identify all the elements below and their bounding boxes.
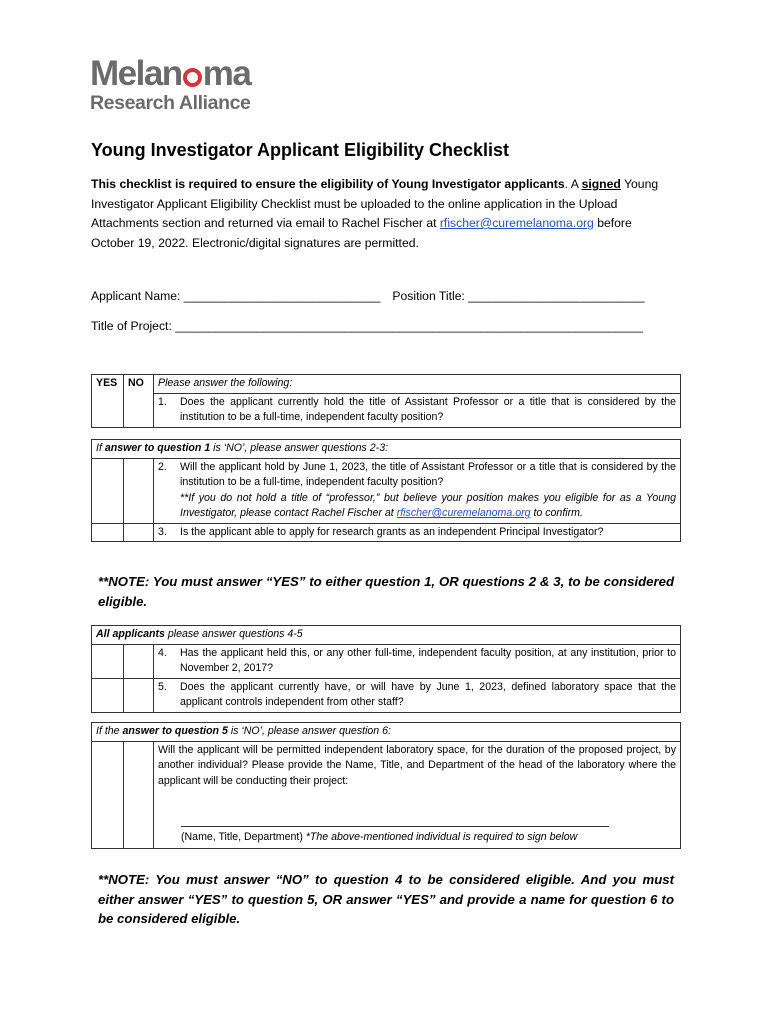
q6-no-cell[interactable]	[124, 741, 154, 848]
question-4: 4. Has the applicant held this, or any other full-time, independent faculty position, at any institution, prior to November 2, 2017?	[154, 644, 681, 678]
q6-yes-cell[interactable]	[92, 741, 124, 848]
question-3: 3. Is the applicant able to apply for research grants as an independent Principal Investigator?	[154, 523, 681, 542]
question-5: 5. Does the applicant currently have, or will have by June 1, 2023, defined laboratory space that the applicant controls independent from other staff?	[154, 678, 681, 712]
logo	[90, 56, 250, 114]
q3-no-cell[interactable]	[124, 523, 154, 542]
email-link[interactable]: rfischer@curemelanoma.org	[396, 507, 531, 519]
yes-header: YES	[92, 375, 124, 428]
table1-prompt: Please answer the following:	[154, 375, 681, 394]
table2-header: If answer to question 1 is ‘NO’, please answer questions 2-3:	[92, 440, 681, 459]
question-table-3	[91, 625, 681, 713]
no-header: NO	[124, 375, 154, 428]
logo-wordmark: Melan ma	[90, 54, 251, 93]
question-table-2	[91, 439, 681, 542]
note-eligibility-2: **NOTE: You must answer “NO” to question 4 to be considered eligible. And you must either answer “YES” to question 5, OR answer “YES” and provide a name for question 6 to be considered eligible.	[98, 872, 674, 926]
page-title: Young Investigator Applicant Eligibility Checklist	[91, 140, 510, 160]
q3-yes-cell[interactable]	[92, 523, 124, 542]
applicant-name-field[interactable]: Applicant Name: _____________________________ Position Title: __________________________	[91, 289, 645, 303]
note-eligibility-1: **NOTE: You must answer “YES” to either question 1, OR questions 2 & 3, to be considered eligible.	[98, 574, 674, 609]
question-1: 1. Does the applicant currently hold the title of Assistant Professor or a title that is considered by the institution to be a full-time, independent faculty position?	[154, 393, 681, 427]
q5-yes-cell[interactable]	[92, 678, 124, 712]
q4-no-cell[interactable]	[124, 644, 154, 678]
q2-no-cell[interactable]	[124, 458, 154, 523]
position-title-field[interactable]: Position Title: __________________________	[392, 289, 645, 303]
question-table-1	[91, 374, 681, 428]
logo-subtitle: Research Alliance	[90, 92, 251, 114]
table4-header: If the answer to question 5 is ‘NO’, please answer question 6:	[92, 723, 681, 742]
project-title-field[interactable]: Title of Project: _____________________________________________________________________	[91, 319, 643, 333]
table3-header: All applicants please answer questions 4-5	[92, 626, 681, 645]
logo-ring-icon	[183, 68, 202, 87]
question-6: Will the applicant will be permitted independent laboratory space, for the duration of the proposed project, by another individual? Please provide the Name, Title, and Department of the head of the laboratory where the applicant will be conducting their project: (Name, Title, Department) *The above-mentioned individual is required to sign below	[154, 741, 681, 848]
email-link[interactable]: rfischer@curemelanoma.org	[439, 216, 594, 230]
signature-line[interactable]	[181, 825, 609, 827]
q5-no-cell[interactable]	[124, 678, 154, 712]
q4-yes-cell[interactable]	[92, 644, 124, 678]
question-2: 2. Will the applicant hold by June 1, 2023, the title of Assistant Professor or a title that is considered by the institution to be a full-time, independent faculty position? **If you do not hold a title of “professor,” but believe your position makes you eligible for as a Young Investigator, please contact Rachel Fischer at rfischer@curemelanoma.org to confirm.	[154, 458, 681, 523]
question-table-4	[91, 722, 681, 849]
intro-paragraph: This checklist is required to ensure the eligibility of Young Investigator applicants. A signed Young Investigator Applicant Eligibility Checklist must be uploaded to the online application in the Upload Attachments section and returned via email to Rachel Fischer at rfischer@curemelanoma.org before October 19, 2022. Electronic/digital signatures are permitted.	[91, 177, 659, 250]
q2-yes-cell[interactable]	[92, 458, 124, 523]
